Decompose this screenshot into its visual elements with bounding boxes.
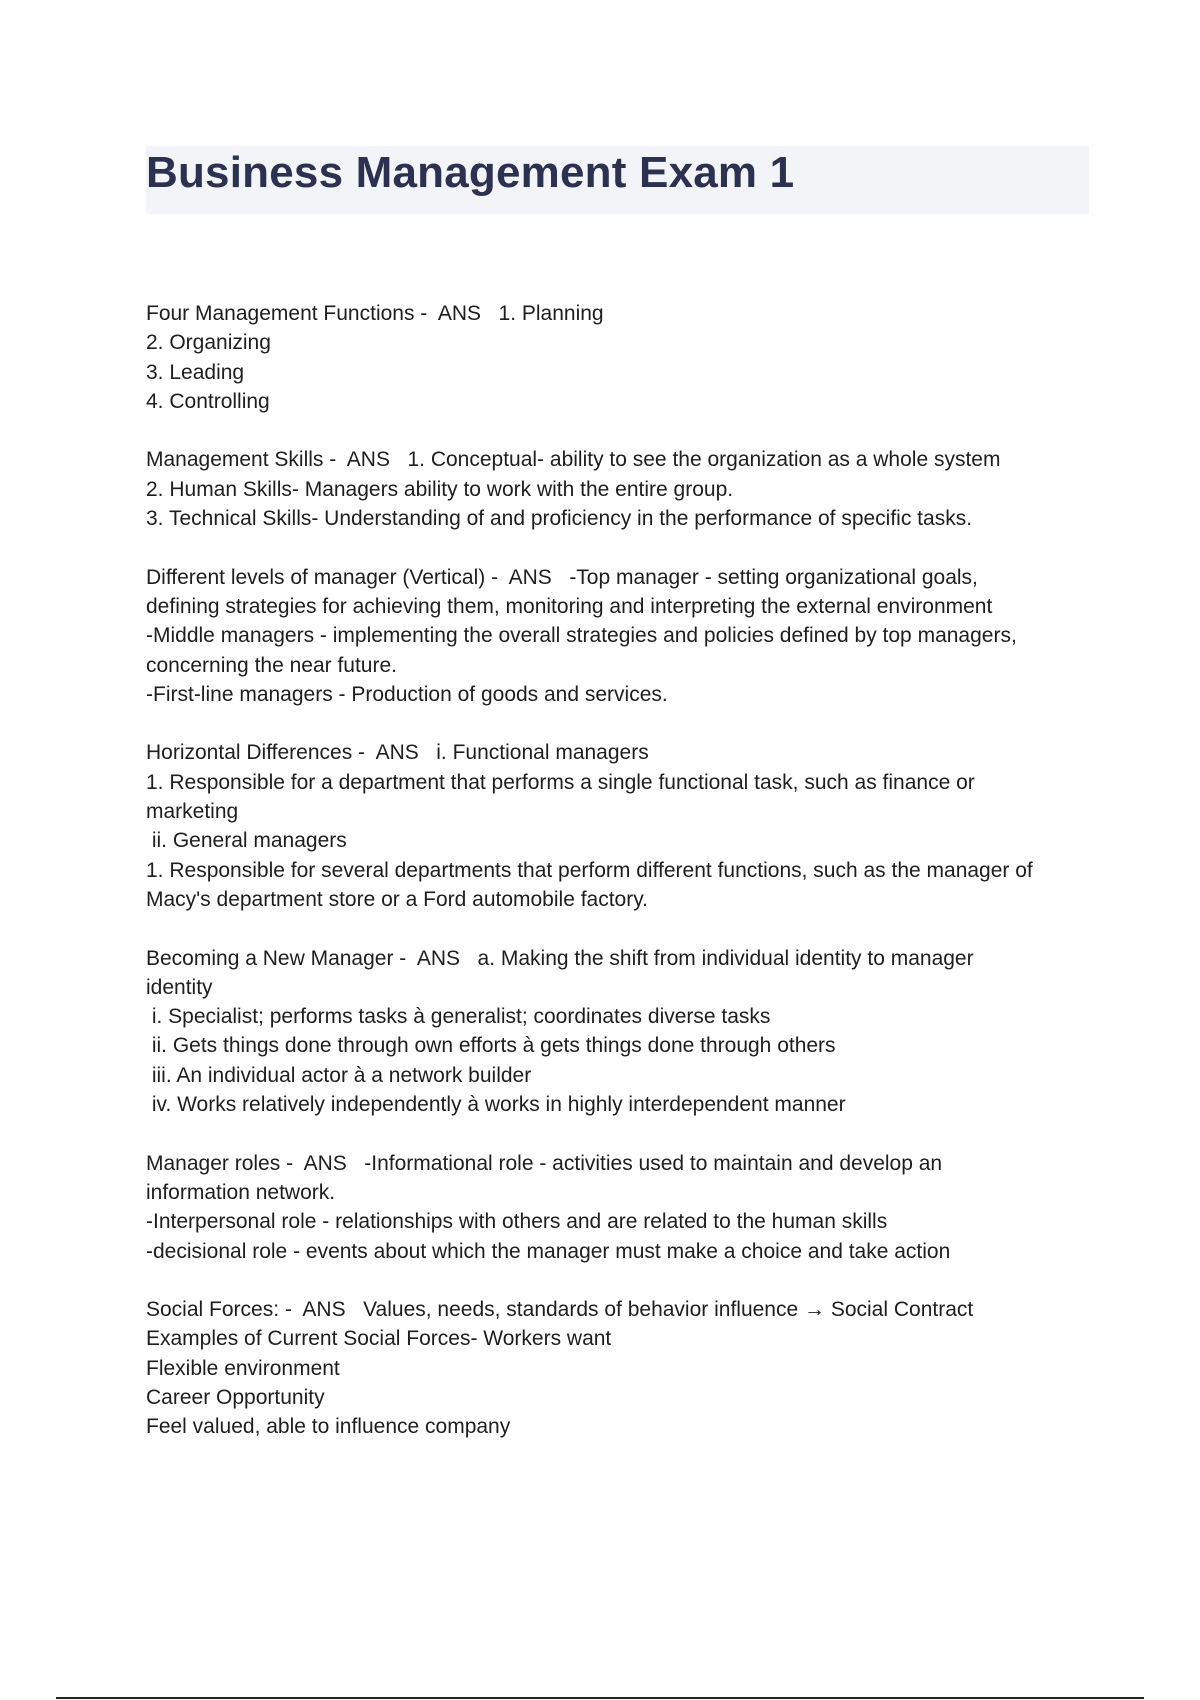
answer-text: 1. Planning <box>498 302 604 325</box>
term: Social Forces: - <box>146 1298 292 1322</box>
answer-line: -decisional role - events about which the manager must make a choice and take action <box>146 1239 951 1263</box>
term: Management Skills - <box>146 448 337 472</box>
qa-entry <box>146 944 1096 1120</box>
qa-entry <box>146 1295 1096 1441</box>
answer-marker: ANS <box>302 1298 346 1322</box>
answer-line: Examples of Current Social Forces- Workers want <box>146 1327 612 1351</box>
answer-line: 4. Controlling <box>146 389 270 413</box>
qa-first-line <box>146 299 1096 328</box>
answer-line: ii. General managers <box>146 829 347 853</box>
term: Horizontal Differences - <box>146 741 366 765</box>
qa-entry <box>146 738 1096 914</box>
answer-line: Flexible environment <box>146 1356 340 1380</box>
answer-line: ii. Gets things done through own efforts à gets things done through others <box>146 1034 836 1058</box>
qa-first-line <box>146 738 1096 767</box>
answer-text: -Informational role - activities used to maintain and develop an <box>364 1151 943 1175</box>
answer-line: 2. Human Skills- Managers ability to work with the entire group. <box>146 477 734 501</box>
answer-marker: ANS <box>437 302 481 325</box>
term: Four Management Functions - <box>146 302 428 325</box>
answer-line: 1. Responsible for several departments that perform different functions, such as the manager of <box>146 858 1033 882</box>
answer-line: Macy's department store or a Ford automobile factory. <box>146 887 649 911</box>
document-title: Business Management Exam 1 <box>146 148 795 197</box>
qa-entry <box>146 445 1096 533</box>
qa-first-line <box>146 445 1096 474</box>
answer-marker: ANS <box>346 448 390 472</box>
answer-line: Career Opportunity <box>146 1385 325 1409</box>
answer-line: i. Specialist; performs tasks à generalist; coordinates diverse tasks <box>146 1005 771 1029</box>
answer-line: information network. <box>146 1180 336 1204</box>
answer-text: i. Functional managers <box>436 741 649 765</box>
footer-rule <box>56 1697 1144 1699</box>
qa-first-line <box>146 563 1096 592</box>
answer-marker: ANS <box>508 565 552 589</box>
answer-text: 1. Conceptual- ability to see the organization as a whole system <box>407 448 1001 472</box>
answer-text: -Top manager - setting organizational goals, <box>569 565 978 589</box>
document-body <box>146 299 1096 1471</box>
answer-line: defining strategies for achieving them, monitoring and interpreting the external environment <box>146 594 993 618</box>
answer-line: 1. Responsible for a department that performs a single functional task, such as finance or <box>146 770 975 794</box>
answer-marker: ANS <box>375 741 419 765</box>
answer-text: Values, needs, standards of behavior influence → Social Contract <box>363 1298 974 1322</box>
answer-line: concerning the near future. <box>146 653 397 677</box>
answer-line: 3. Leading <box>146 360 245 384</box>
answer-line: Feel valued, able to influence company <box>146 1415 511 1439</box>
answer-line: iii. An individual actor à a network builder <box>146 1063 532 1087</box>
answer-line: -Interpersonal role - relationships with others and are related to the human skills <box>146 1210 888 1234</box>
answer-line: 3. Technical Skills- Understanding of and proficiency in the performance of specific tasks. <box>146 507 973 531</box>
answer-marker: ANS <box>303 1151 347 1175</box>
qa-first-line <box>146 1295 1096 1324</box>
answer-marker: ANS <box>416 946 460 970</box>
answer-line: marketing <box>146 800 239 824</box>
term: Different levels of manager (Vertical) - <box>146 565 499 589</box>
term: Becoming a New Manager - <box>146 946 407 970</box>
answer-line: identity <box>146 975 213 999</box>
answer-line: iv. Works relatively independently à works in highly interdependent manner <box>146 1093 846 1117</box>
answer-line: -First-line managers - Production of goods and services. <box>146 682 668 706</box>
qa-entry <box>146 299 1096 416</box>
answer-text: a. Making the shift from individual identity to manager <box>477 946 974 970</box>
answer-line: 2. Organizing <box>146 331 271 355</box>
qa-entry <box>146 1149 1096 1266</box>
qa-entry <box>146 563 1096 709</box>
qa-first-line <box>146 1149 1096 1178</box>
answer-line: -Middle managers - implementing the overall strategies and policies defined by top managers, <box>146 624 1017 648</box>
term: Manager roles - <box>146 1151 294 1175</box>
qa-first-line <box>146 944 1096 973</box>
